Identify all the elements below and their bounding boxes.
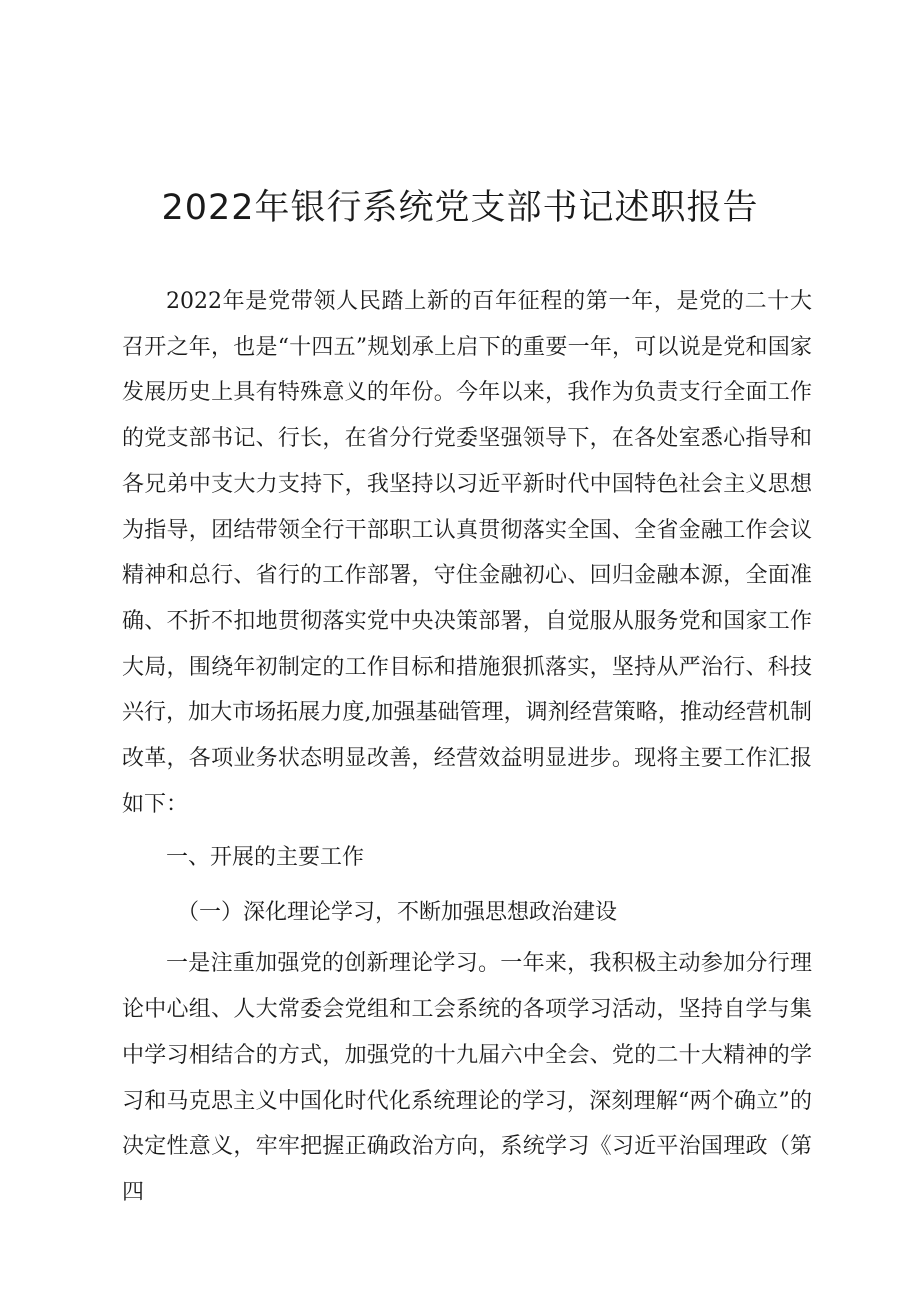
subsection-heading: （一）深化理论学习，不断加强思想政治建设 — [177, 900, 618, 926]
subsection-paragraph: 一是注重加强党的创新理论学习。一年来，我积极主动参加分行理论中心组、人大常委会党组和工会系统的各项学习活动，坚持自学与集中学习相结合的方式，加强党的十九届六中全会、党的二十大精神的学习和马克思主义中国化时代化系统理论的学习，深刻理解“两个确立”的决定性意义，牢牢把握正确政治方向，系统学习《习近平治国理政（第四 — [122, 951, 812, 1205]
intro-paragraph: 2022年是党带领人民踏上新的百年征程的第一年，是党的二十大召开之年，也是“十四五”规划承上启下的重要一年，可以说是党和国家发展历史上具有特殊意义的年份。今年以来，我作为负责支行全面工作的党支部书记、行长，在省分行党委坚强领导下，在各处室悉心指导和各兄弟中支大力支持下，我坚持以习近平新时代中国特色社会主义思想为指导，团结带领全行干部职工认真贯彻落实全国、全省金融工作会议精神和总行、省行的工作部署，守住金融初心、回归金融本源，全面准确、不折不扣地贯彻落实党中央决策部署，自觉服从服务党和国家工作大局，围绕年初制定的工作目标和措施狠抓落实，坚持从严治行、科技兴行，加大市场拓展力度,加强基础管理，调剂经营策略，推动经营机制改革，各项业务状态明显改善，经营效益明显进步。现将主要工作汇报如下： — [122, 289, 812, 817]
document-title: 2022年银行系统党支部书记述职报告 — [161, 188, 759, 228]
document-body — [122, 279, 812, 1216]
section-heading: 一、开展的主要工作 — [166, 845, 365, 871]
